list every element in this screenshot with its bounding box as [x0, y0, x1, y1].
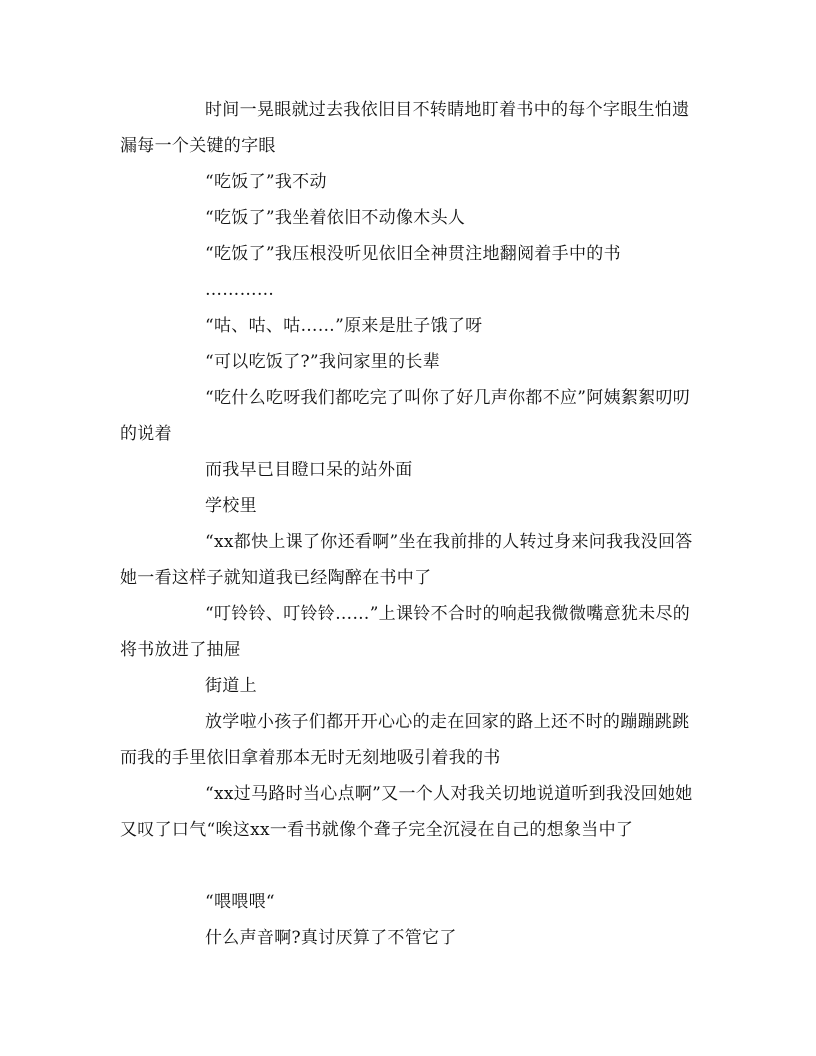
paragraph-1: 时间一晃眼就过去我依旧目不转睛地盯着书中的每个字眼生怕遗漏每一个关键的字眼 [120, 100, 690, 156]
paragraph-15: “xx过马路时当心点啊”又一个人对我关切地说道听到我没回她她又叹了口气“唉这xx一看书就像个聋子完全沉浸在自己的想象当中了 [120, 784, 693, 840]
paragraph-11: “xx都快上课了你还看啊”坐在我前排的人转过身来问我我没回答她一看这样子就知道我已经陶醉在书中了 [120, 532, 693, 588]
paragraph-17: 什么声音啊?真讨厌算了不管它了 [205, 928, 457, 948]
paragraph-10: 学校里 [205, 496, 257, 516]
paragraph-2: “吃饭了”我不动 [205, 172, 327, 192]
paragraph-6: “咕、咕、咕……”原来是肚子饿了呀 [205, 316, 483, 336]
paragraph-14: 放学啦小孩子们都开开心心的走在回家的路上还不时的蹦蹦跳跳而我的手里依旧拿着那本无时无刻地吸引着我的书 [120, 712, 690, 768]
paragraph-8: “吃什么吃呀我们都吃完了叫你了好几声你都不应”阿姨絮絮叨叨的说着 [120, 388, 691, 444]
paragraph-16: “喂喂喂“ [205, 892, 275, 912]
paragraph-4: “吃饭了”我压根没听见依旧全神贯注地翻阅着手中的书 [205, 244, 621, 264]
paragraph-7: “可以吃饭了?”我问家里的长辈 [205, 352, 440, 372]
paragraph-12: “叮铃铃、叮铃铃……”上课铃不合时的响起我微微嘴意犹未尽的将书放进了抽屉 [120, 604, 691, 660]
paragraph-5: ………… [205, 280, 275, 300]
paragraph-13: 街道上 [205, 676, 257, 696]
paragraph-9: 而我早已目瞪口呆的站外面 [205, 460, 413, 480]
paragraph-3: “吃饭了”我坐着依旧不动像木头人 [205, 208, 466, 228]
